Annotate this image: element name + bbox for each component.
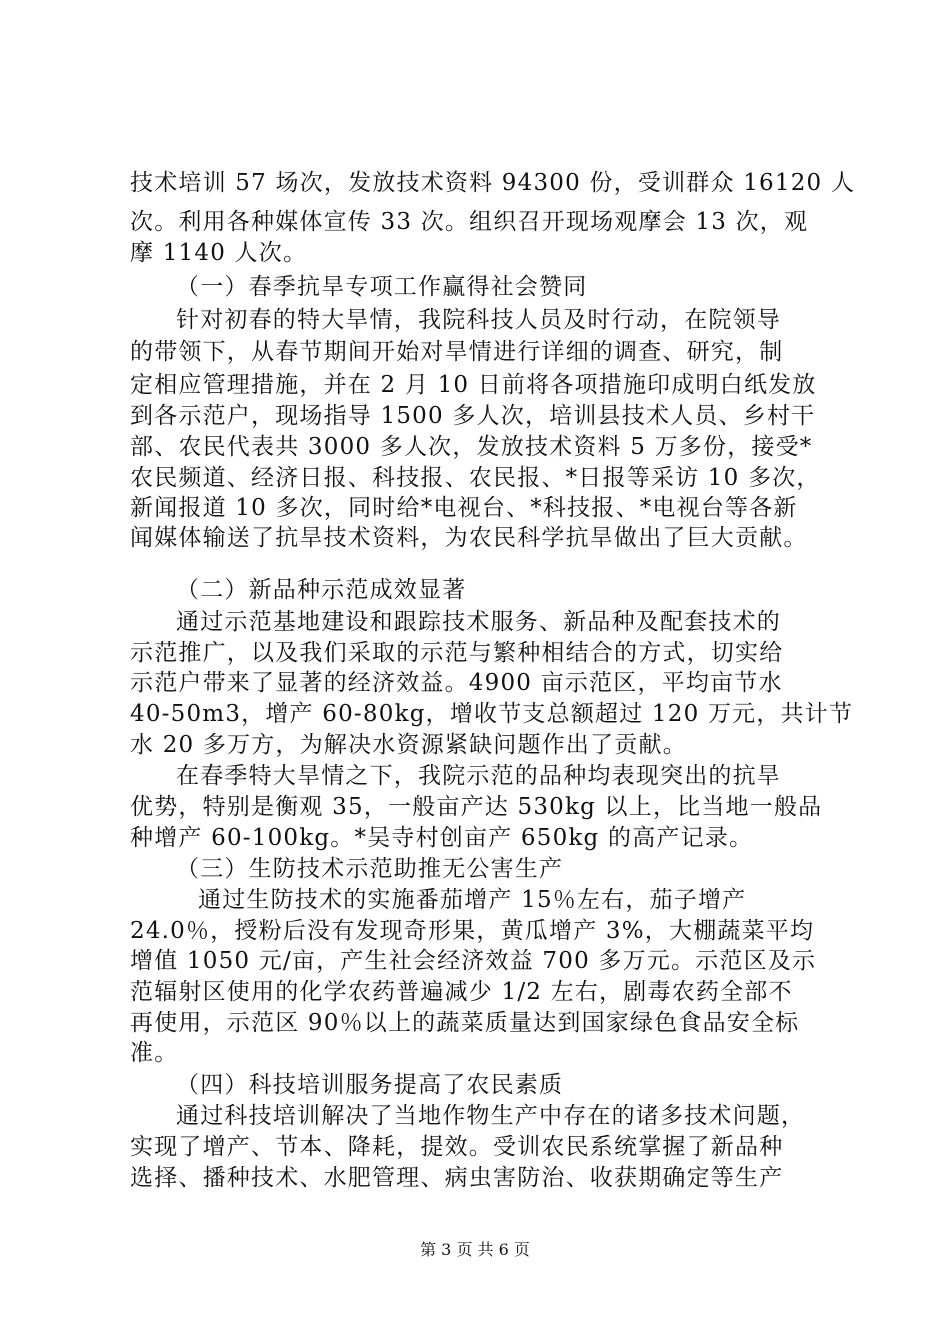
body-text-line: 通过生防技术的实施番茄增产 15％左右，茄子增产: [198, 887, 747, 913]
body-text-line: 通过科技培训解决了当地作物生产中存在的诸多技术问题，: [176, 1103, 806, 1129]
body-text-line: 农民频道、经济日报、科技报、农民报、*日报等采访 10 多次，: [130, 465, 821, 491]
body-text-line: 技术培训 57 场次，发放技术资料 94300 份，受训群众 16120 人: [130, 170, 856, 196]
body-text-line: 摩 1140 人次。: [130, 240, 308, 266]
section-heading: （二）新品种示范成效显著: [176, 577, 467, 603]
body-text-line: 选择、播种技术、水肥管理、病虫害防治、收获期确定等生产: [130, 1165, 784, 1191]
body-text-line: 次。利用各种媒体宣传 33 次。组织召开现场观摩会 13 次，观: [130, 209, 809, 235]
body-text-line: 部、农民代表共 3000 多人次，发放技术资料 5 万多份，接受*: [130, 434, 813, 460]
body-text-line: 到各示范户，现场指导 1500 多人次，培训县技术人员、乡村干: [130, 403, 816, 429]
body-text-line: 40-50m3，增产 60-80kg，增收节支总额超过 120 万元，共计节: [130, 701, 854, 727]
body-text-line: 针对初春的特大旱情，我院科技人员及时行动，在院领导: [176, 307, 781, 333]
body-text-line: 新闻报道 10 多次，同时给*电视台、*科技报、*电视台等各新: [130, 495, 798, 521]
page-footer: 第 3 页 共 6 页: [420, 1240, 530, 1259]
body-text-line: 优势，特别是衡观 35，一般亩产达 530kg 以上，比当地一般品: [130, 794, 823, 820]
body-text-line: 范辐射区使用的化学农药普遍减少 1/2 左右，剧毒农药全部不: [130, 979, 793, 1005]
body-text-line: 的带领下，从春节期间开始对旱情进行详细的调查、研究，制: [130, 339, 784, 365]
body-text-line: 示范推广，以及我们采取的示范与繁种相结合的方式，切实给: [130, 640, 784, 666]
body-text-line: 增值 1050 元/亩，产生社会经济效益 700 多万元。示范区及示: [130, 948, 817, 974]
section-heading: （四）科技培训服务提高了农民素质: [176, 1072, 564, 1098]
body-text-line: 通过示范基地建设和跟踪技术服务、新品种及配套技术的: [176, 609, 781, 635]
section-heading: （三）生防技术示范助推无公害生产: [176, 856, 564, 882]
body-text-line: 水 20 多万方，为解决水资源紧缺问题作出了贡献。: [130, 732, 687, 758]
body-text-line: 实现了增产、节本、降耗，提效。受训农民系统掌握了新品种: [130, 1134, 784, 1160]
body-text-line: 示范户带来了显著的经济效益。4900 亩示范区，平均亩节水: [130, 670, 783, 696]
body-text-line: 定相应管理措施，并在 2 月 10 日前将各项措施印成明白纸发放: [130, 372, 817, 398]
body-text-line: 准。: [130, 1040, 179, 1066]
body-text-line: 24.0％，授粉后没有发现奇形果，黄瓜增产 3%，大棚蔬菜平均: [130, 918, 815, 944]
body-text-line: 在春季特大旱情之下，我院示范的品种均表现突出的抗旱: [176, 763, 781, 789]
body-text-line: 再使用，示范区 90％以上的蔬菜质量达到国家绿色食品安全标: [130, 1010, 800, 1036]
body-text-line: 闻媒体输送了抗旱技术资料，为农民科学抗旱做出了巨大贡献。: [130, 525, 808, 551]
body-text-line: 种增产 60-100kg。*吴寺村创亩产 650kg 的高产记录。: [130, 825, 754, 851]
section-heading: （一）春季抗旱专项工作赢得社会赞同: [176, 274, 588, 300]
